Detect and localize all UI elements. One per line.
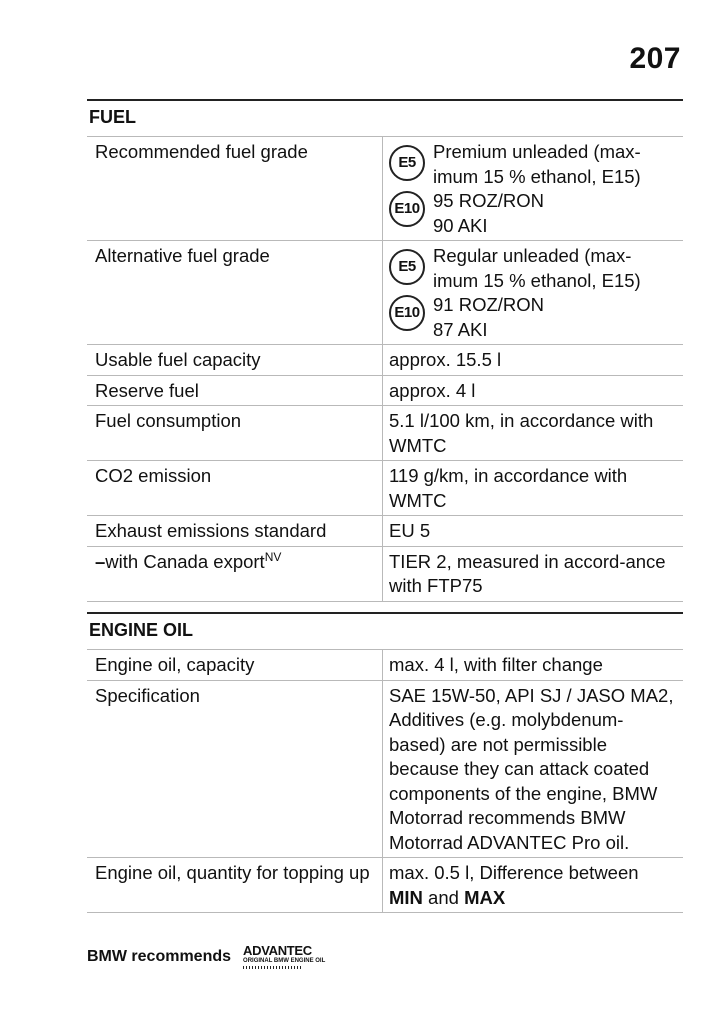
table-row [87,241,683,345]
topping-up-label: Engine oil, quantity for topping up [87,858,383,913]
topping-up-value [383,858,684,913]
advantec-logo-subtitle: ORIGINAL BMW ENGINE OIL [243,958,326,964]
table-row [87,516,683,547]
e5-fuel-icon: E5 [389,145,425,181]
engine-oil-section [87,612,683,913]
table-row [87,345,683,376]
table-row [87,680,683,858]
e10-fuel-icon: E10 [389,295,425,331]
engine-oil-table [87,649,683,913]
alternative-fuel-value [383,241,684,345]
advantec-logo [243,944,325,969]
advantec-logo-stripes [243,966,303,969]
recommended-fuel-value [383,137,684,241]
fuel-grade-line: 91 ROZ/RON [433,294,545,315]
usable-fuel-capacity-label: Usable fuel capacity [87,345,383,376]
oil-capacity-value: max. 4 l, with filter change [383,650,684,681]
max-mark: MAX [464,886,506,908]
fuel-grade-line: 87 AKI [433,318,488,340]
fuel-grade-line: Premium unleaded (max- [433,141,641,162]
min-mark: MIN [389,886,423,908]
specification-value: SAE 15W-50, API SJ / JASO MA2, Additives (e.g. molybdenum-based) are not permissible because they can attack coated components of the engine, BMW Motorrad recommends BMW Motorrad ADVANTEC Pro oil. [383,680,684,858]
table-row [87,858,683,913]
specification-label: Specification [87,680,383,858]
fuel-consumption-value: 5.1 l/100 km, in accordance with WMTC [383,406,684,461]
nv-superscript: NV [264,549,282,564]
footer [87,944,325,969]
e10-fuel-icon: E10 [389,191,425,227]
fuel-grade-line: 90 AKI [433,214,488,236]
table-row [87,406,683,461]
dash-mark: – [95,550,106,572]
exhaust-standard-label: Exhaust emissions standard [87,516,383,547]
recommended-fuel-label: Recommended fuel grade [87,137,383,241]
fuel-section [87,99,683,602]
canada-export-label [87,546,383,601]
engine-oil-heading: ENGINE OIL [87,612,683,649]
fuel-grade-line: 95 ROZ/RON [433,190,545,211]
table-row [87,461,683,516]
table-row [87,137,683,241]
e5-fuel-icon: E5 [389,249,425,285]
co2-emission-value: 119 g/km, in accordance with WMTC [383,461,684,516]
fuel-grade-line: Regular unleaded (max- [433,245,632,266]
canada-export-value: TIER 2, measured in accord-ance with FTP75 [383,546,684,601]
advantec-logo-title: ADVANTEC [243,943,312,958]
oil-capacity-label: Engine oil, capacity [87,650,383,681]
exhaust-standard-value: EU 5 [383,516,684,547]
fuel-heading: FUEL [87,99,683,136]
topping-up-text: max. 0.5 l, Difference between [389,862,639,883]
reserve-fuel-value: approx. 4 l [383,375,684,406]
canada-export-text: with Canada export [105,550,265,572]
bmw-recommends-text: BMW recommends [87,947,232,965]
table-row [87,650,683,681]
fuel-grade-line: imum 15 % ethanol, E15) [433,269,641,291]
fuel-table [87,136,683,602]
fuel-consumption-label: Fuel consumption [87,406,383,461]
and-text: and [422,886,465,908]
alternative-fuel-label: Alternative fuel grade [87,241,383,345]
reserve-fuel-label: Reserve fuel [87,375,383,406]
co2-emission-label: CO2 emission [87,461,383,516]
usable-fuel-capacity-value: approx. 15.5 l [383,345,684,376]
table-row [87,375,683,406]
fuel-grade-line: imum 15 % ethanol, E15) [433,165,641,187]
page-number: 207 [629,42,681,75]
table-row [87,546,683,601]
